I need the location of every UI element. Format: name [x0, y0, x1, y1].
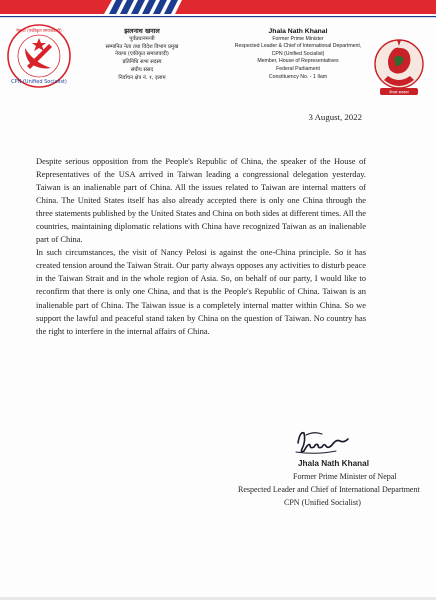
- signatory-name: Jhala Nath Khanal: [298, 459, 369, 468]
- nepali-line2: सम्मानित नेता तथा विदेश विभाग प्रमुख: [105, 43, 179, 50]
- nepali-line3: नेकपा (एकीकृत समाजवादी): [115, 51, 169, 58]
- signatory-title-2: Respected Leader and Chief of International Department: [238, 485, 420, 494]
- header-stripes: [0, 0, 436, 22]
- handwritten-signature: [292, 425, 354, 457]
- letter-body: [36, 155, 366, 338]
- english-line1: Former Prime Minister: [272, 35, 324, 42]
- header-nepali: [88, 28, 196, 83]
- body-paragraph-2: In such circumstances, the visit of Nancy Pelosi is against the one-China principle. So it has created tension around the Taiwan Strait. Our party always opposes any activities to disturb peace in the Taiwan Strait and in the whole region of Asia. So, on behalf of our party, I would like to reconfirm that there is only one China, and that is the People's Republic of China. Taiwan is an inalienable part of China. The Taiwan issue is a completely internal matter within China. So we support the lawful and peaceful stand taken by China on the question of Taiwan. No country has the right to interfere in the internal affairs of China.: [36, 247, 366, 336]
- english-line3: CPN (Unified Socialist): [271, 50, 325, 57]
- party-logo-label-np: नेकपा (एकीकृत समाजवादी): [16, 29, 62, 34]
- header-english: [234, 28, 362, 81]
- party-logo: [5, 22, 73, 90]
- english-line2: Respected Leader & Chief of International Department,: [234, 43, 362, 50]
- signatory-title-3: CPN (Unified Socialist): [284, 498, 361, 507]
- english-line4: Member, House of Representatives: [257, 58, 339, 65]
- party-logo-label: CPN (Unified Socialist): [11, 79, 67, 85]
- signatory-title-1: Former Prime Minister of Nepal: [293, 472, 397, 481]
- body-paragraph-1: Despite serious opposition from the People's Republic of China, the speaker of the House of Representatives of the USA arrived in Taiwan leading a congressional delegation yesterday. Taiwan is an inalienable part of China. All the issues related to Taiwan are internal matters of China. The United States itself has also already accepted there is only one China through the three statements published by the United States and China on both sides at different times. All the countries, maintaining diplomatic relations with China have recognized Taiwan as an inalienable part of China.: [36, 156, 366, 245]
- nepali-name: झलनाथ खनाल: [124, 27, 160, 35]
- nepali-line4: प्रतिनिधि सभा सदस्य: [122, 59, 162, 66]
- nepali-line1: पूर्वप्रधानमन्त्री: [129, 35, 155, 42]
- emblem-label: नेपाल सरकार: [389, 89, 409, 95]
- english-line6: Constituency No. - 1 Ilam: [268, 73, 328, 80]
- letter-date: 3 August, 2022: [308, 112, 362, 122]
- english-line5: Federal Parliament: [276, 65, 320, 72]
- nepali-line5: संघीय संसद: [130, 66, 154, 73]
- nepali-line6: निर्वाचन क्षेत्र नं. १, इलाम: [118, 74, 166, 81]
- signature-block: [238, 457, 420, 509]
- nepal-emblem: [370, 36, 428, 98]
- english-name: Jhala Nath Khanal: [268, 28, 328, 35]
